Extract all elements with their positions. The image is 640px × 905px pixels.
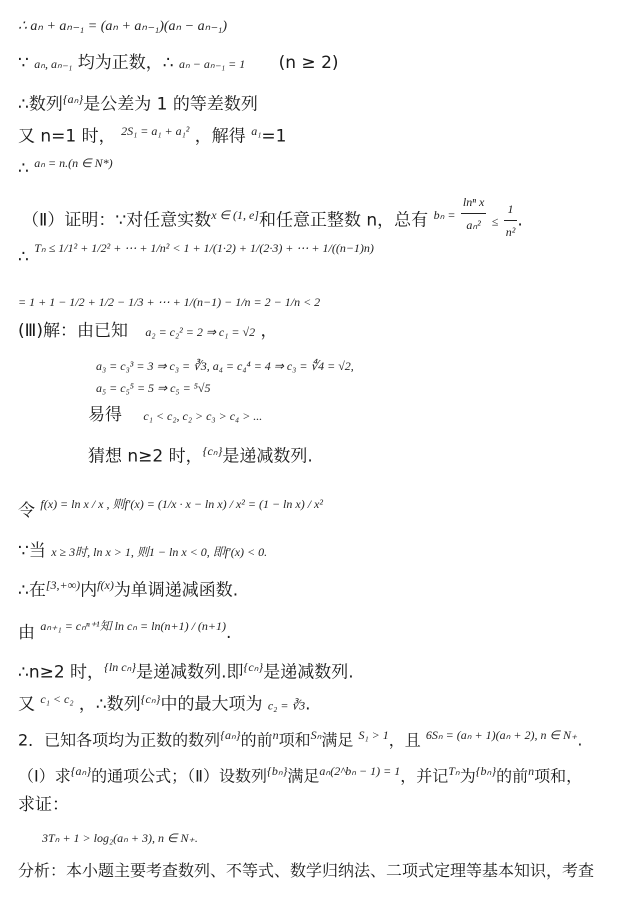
text: 猜想 n≥2 时，	[88, 446, 203, 467]
text: ，∴数列	[78, 694, 141, 715]
line-14	[18, 497, 323, 523]
line-18	[18, 656, 354, 684]
formula: S₁ > 1	[358, 728, 389, 742]
text: 又 n=1 时，	[18, 126, 116, 147]
text: 的前	[496, 766, 529, 786]
formula: [3,+∞)	[45, 578, 81, 592]
formula: a₅ = c₅⁵ = 5 ⇒ c₅ = ⁵√5	[96, 381, 211, 395]
text: ∴n≥2 时，	[18, 662, 105, 683]
line-22	[18, 794, 69, 816]
text: ∴	[18, 158, 29, 179]
formula: c₁ < c₂	[40, 692, 74, 706]
line-5	[18, 152, 113, 180]
text: .	[305, 694, 311, 715]
text: .	[577, 730, 583, 750]
formula: x ≥ 3时, ln x > 1, 则1 − ln x < 0, 即f′(x) < 0.	[51, 545, 268, 559]
text: 是递减数列.即	[136, 662, 244, 683]
formula: ≤	[491, 214, 499, 229]
text: 和任意正整数 n，总有	[258, 210, 429, 231]
line-21	[18, 760, 582, 787]
text: 的前	[240, 730, 273, 750]
line-23	[42, 826, 198, 849]
line-24	[18, 860, 594, 882]
line-19	[18, 688, 311, 717]
text: 是公差为 1 的等差数列	[83, 94, 258, 115]
text: 易得	[88, 405, 122, 425]
text: ∴数列	[18, 94, 63, 115]
formula: {cₙ}	[243, 660, 264, 674]
formula: {aₙ}	[70, 764, 92, 778]
text: ∵	[18, 53, 29, 73]
text: 为单调递减函数.	[113, 580, 239, 601]
line-3	[18, 88, 258, 116]
line-4	[18, 120, 286, 148]
formula: aₙ = n.(n ∈ N*)	[34, 156, 113, 170]
line-10	[96, 354, 354, 377]
formula: {bₙ}	[267, 764, 288, 778]
formula: ∴ aₙ + aₙ₋₁ = (aₙ + aₙ₋₁)(aₙ − aₙ₋₁)	[18, 19, 228, 34]
text: 是递减数列.	[263, 662, 354, 683]
text: （Ⅱ）证明：∵对任意实数	[22, 210, 212, 231]
line-6	[22, 195, 523, 243]
line-13	[88, 440, 313, 468]
line-12	[88, 404, 262, 427]
line-2	[18, 52, 339, 75]
text: .	[226, 623, 232, 643]
text: （Ⅰ）求	[18, 766, 71, 786]
text: 是递减数列.	[222, 446, 313, 467]
text: 满足	[321, 730, 354, 750]
formula: 3Tₙ + 1 > log₂(aₙ + 3), n ∈ N₊.	[42, 831, 198, 845]
formula: 6Sₙ = (aₙ + 1)(aₙ + 2), n ∈ N₊	[425, 728, 578, 742]
fraction: $\frac{1}{\text{n²}}$	[504, 198, 518, 243]
text: 的通项公式；（Ⅱ）设数列	[91, 766, 268, 786]
line-17	[18, 619, 232, 645]
text: 由	[18, 623, 35, 643]
formula: Tₙ	[448, 764, 460, 778]
formula: a₃ = c₃³ = 3 ⇒ c₃ = ∛3, a₄ = c₄⁴ = 4 ⇒ c₃ = ∜4 = √2,	[96, 359, 354, 373]
formula: a₂ = c₂² = 2 ⇒ c₁ = √2	[145, 325, 256, 339]
formula: {aₙ}	[62, 92, 84, 106]
formula: aₙ, aₙ₋₁	[34, 57, 73, 71]
text: =1	[261, 126, 287, 147]
formula: c₁ < c₂, c₂ > c₃ > c₄ > ...	[143, 409, 263, 423]
text: (n ≥ 2)	[278, 53, 339, 73]
formula: {cₙ}	[202, 444, 223, 458]
text: 均为正数，∴	[77, 53, 174, 73]
text: 又	[18, 694, 35, 715]
formula: c₂ = ∛3	[267, 698, 306, 713]
formula: n	[272, 728, 279, 742]
text: 项和，	[534, 766, 583, 786]
line-11	[96, 376, 210, 399]
text: 满足	[287, 766, 320, 786]
formula: Sₙ	[310, 728, 322, 742]
formula: x ∈ (1, e]	[211, 207, 259, 222]
formula: 2S₁ = a₁ + a₁²	[121, 124, 190, 138]
text: 2．已知各项均为正数的数列	[18, 730, 221, 750]
formula: n	[528, 764, 535, 778]
text: 为	[459, 766, 476, 786]
text: ∴在	[18, 580, 46, 601]
text: 内	[80, 580, 98, 601]
line-16	[18, 574, 238, 602]
text: ∴	[18, 247, 29, 267]
text: 项和	[278, 730, 311, 750]
text: ，且	[388, 730, 421, 750]
text: 令	[18, 501, 35, 521]
formula: aₙ₊₁ = cₙⁿ⁺¹知 ln cₙ = ln(n+1) / (n+1)	[40, 619, 226, 633]
line-1	[18, 14, 227, 38]
text: ∵当	[18, 541, 46, 561]
formula: a₁	[251, 124, 262, 138]
formula: f(x) = ln x / x , 则f′(x) = (1/x · x − ln x) / x² = (1 − ln x) / x²	[40, 497, 323, 511]
line-8	[18, 290, 320, 313]
text: ，解得	[194, 126, 246, 147]
formula: {aₙ}	[220, 728, 241, 742]
formula: Tₙ ≤ 1/1² + 1/2² + ⋯ + 1/n² < 1 + 1/(1·2) + 1/(2·3) + ⋯ + 1/((n−1)n)	[34, 241, 374, 255]
formula: aₙ(2^bₙ − 1) = 1	[319, 764, 401, 778]
text: ，	[260, 321, 278, 341]
formula: bₙ =	[433, 207, 456, 222]
formula: {cₙ}	[140, 692, 161, 706]
text: 求证：	[18, 795, 69, 815]
line-7	[18, 241, 374, 269]
fraction: $\frac{\text{lnⁿ x}}{\text{aₙ²}}$	[461, 191, 486, 236]
line-9	[18, 320, 278, 343]
text: .	[517, 210, 523, 231]
formula: aₙ − aₙ₋₁ = 1	[178, 57, 246, 71]
line-20	[18, 724, 582, 751]
text: ，并记	[400, 766, 449, 786]
text: 中的最大项为	[160, 694, 263, 715]
formula: = 1 + 1 − 1/2 + 1/2 − 1/3 + ⋯ + 1/(n−1) − 1/n = 2 − 1/n < 2	[18, 295, 321, 309]
formula: {ln cₙ}	[104, 660, 137, 674]
text: 分析：本小题主要考查数列、不等式、数学归纳法、二项式定理等基本知识，考查	[18, 861, 595, 880]
line-15	[18, 540, 267, 563]
text: (Ⅲ)解：由已知	[18, 321, 128, 341]
formula: {bₙ}	[475, 764, 497, 778]
formula: f(x)	[97, 578, 114, 592]
